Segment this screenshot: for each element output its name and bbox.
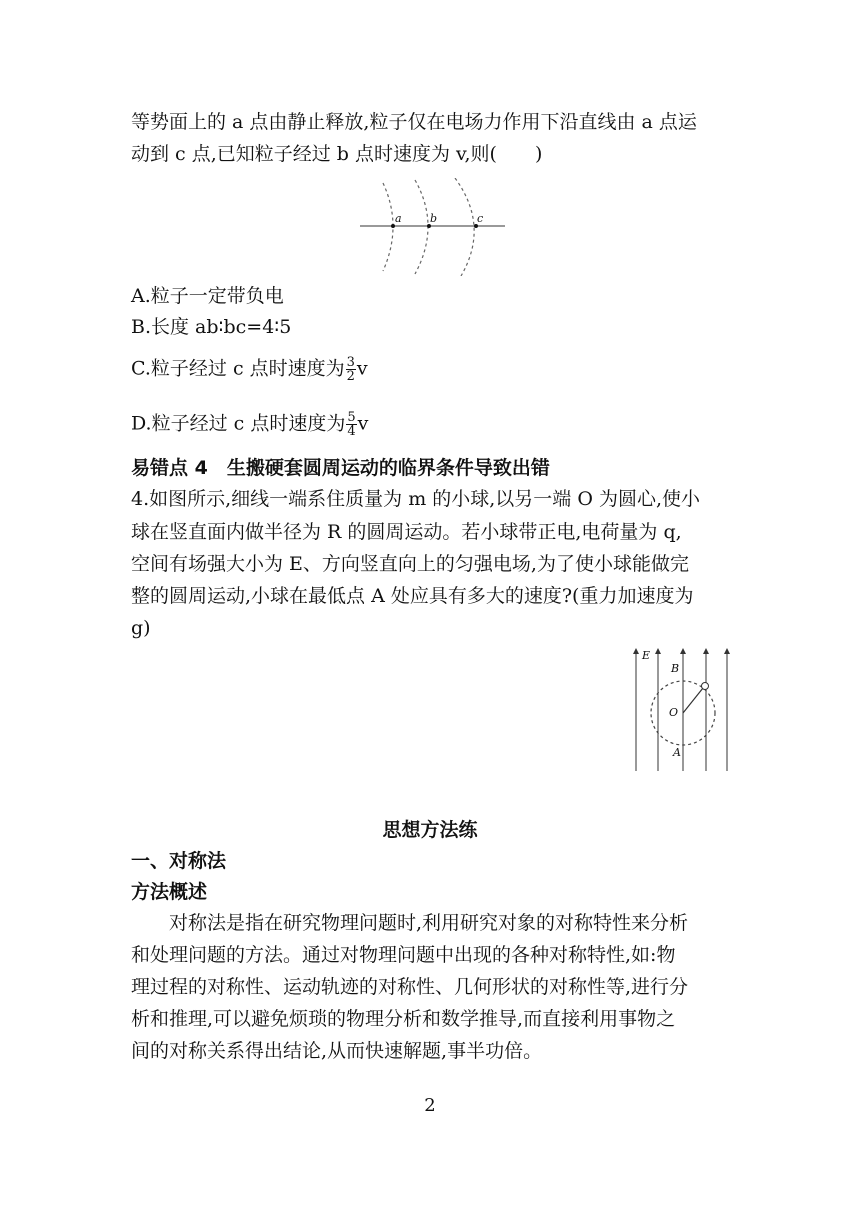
option-d-prefix: D.粒子经过 c 点时速度为 [131, 412, 346, 435]
method-overview-heading: 方法概述 [131, 881, 208, 903]
option-d [131, 411, 368, 438]
methods-subheading: 一、对称法 [131, 850, 227, 872]
option-c-prefix: C.粒子经过 c 点时速度为 [131, 357, 345, 380]
error-point-4-heading: 易错点 4 生搬硬套圆周运动的临界条件导致出错 [131, 457, 550, 479]
option-c [131, 356, 368, 383]
string-line [683, 688, 703, 713]
option-c-numerator: 3 [346, 355, 355, 370]
option-c-denominator: 2 [346, 369, 355, 384]
circular-motion-figure [628, 645, 732, 773]
q4-line-4: 整的圆周运动,小球在最低点 A 处应具有多大的速度?(重力加速度为 [131, 585, 694, 607]
q3-line-1: 等势面上的 a 点由静止释放,粒子仅在电场力作用下沿直线由 a 点运 [131, 111, 697, 133]
method-paragraph-line-5: 间的对称关系得出结论,从而快速解题,事半功倍。 [131, 1040, 543, 1062]
methods-title: 思想方法练 [382, 819, 478, 841]
label-c: c [477, 212, 484, 225]
page-number: 2 [424, 1095, 436, 1116]
option-c-fraction [346, 356, 356, 383]
q4-line-1: 4.如图所示,细线一端系住质量为 m 的小球,以另一端 O 为圆心,使小 [131, 488, 700, 510]
option-a: A.粒子一定带负电 [131, 285, 284, 307]
equipotential-b [415, 180, 428, 274]
option-d-denominator: 4 [347, 424, 356, 439]
option-c-suffix: v [356, 357, 368, 380]
q4-line-5: g) [131, 617, 151, 639]
method-paragraph-line-2: 和处理问题的方法。通过对物理问题中出现的各种对称特性,如:物 [131, 944, 676, 966]
label-o: O [669, 706, 679, 719]
option-d-numerator: 5 [347, 410, 356, 425]
q4-line-3: 空间有场强大小为 E、方向竖直向上的匀强电场,为了使小球能做完 [131, 553, 689, 575]
q4-line-2: 球在竖直面内做半径为 R 的圆周运动。若小球带正电,电荷量为 q, [131, 521, 682, 543]
method-paragraph-line-3: 理过程的对称性、运动轨迹的对称性、几何形状的对称性等,进行分 [131, 976, 689, 998]
method-paragraph-line-4: 析和推理,可以避免烦琐的物理分析和数学推导,而直接利用事物之 [131, 1008, 676, 1030]
option-b: B.长度 ab∶bc=4∶5 [131, 316, 292, 338]
label-a-point: A [673, 746, 681, 759]
method-paragraph-line-1: 对称法是指在研究物理问题时,利用研究对象的对称特性来分析 [131, 912, 689, 934]
label-e: E [642, 649, 651, 662]
option-d-suffix: v [357, 412, 369, 435]
q3-line-2: 动到 c 点,已知粒子经过 b 点时速度为 v,则( ) [131, 143, 543, 165]
label-a: a [395, 212, 402, 225]
label-b-point: B [671, 662, 680, 675]
equipotential-figure [355, 178, 515, 276]
equipotential-c [455, 178, 474, 276]
charged-ball [702, 683, 709, 690]
label-b: b [430, 212, 438, 225]
option-d-fraction [346, 411, 356, 438]
